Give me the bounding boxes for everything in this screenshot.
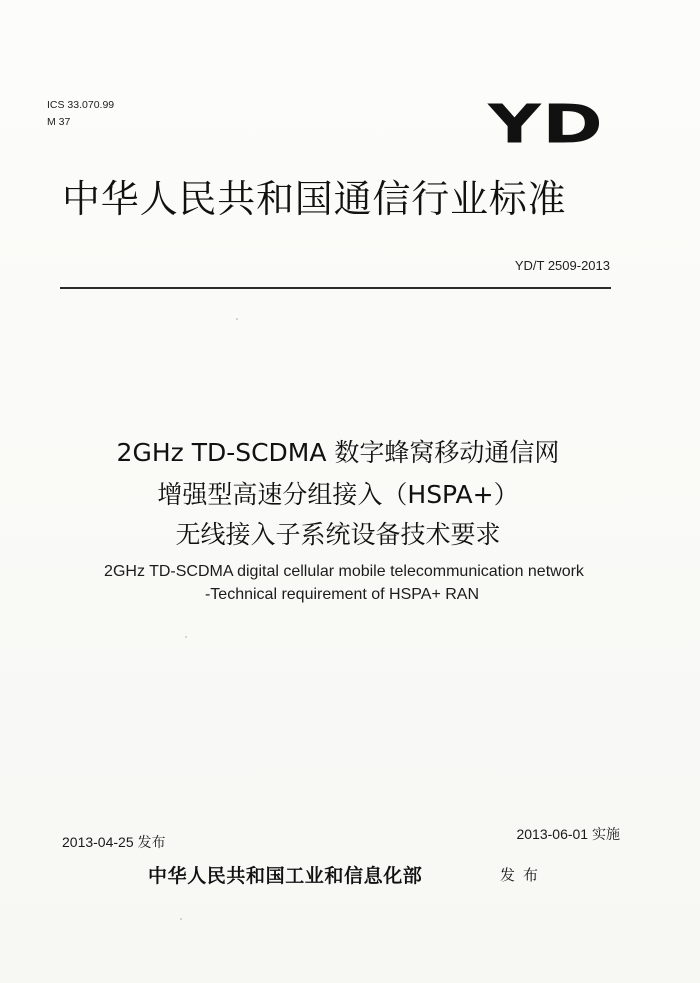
chinese-title-line-3: 无线接入子系统设备技术要求: [175, 520, 501, 549]
yd-logo: YD: [488, 92, 605, 156]
chinese-title-line-2: 增强型高速分组接入（HSPA+）: [157, 480, 519, 509]
header-divider: [60, 287, 611, 289]
m-code: M 37: [47, 116, 71, 128]
publish-label: 发布: [500, 866, 547, 884]
scan-speck: [236, 318, 238, 320]
issue-date: 2013-04-25 发布: [62, 834, 166, 850]
english-title-line-2: -Technical requirement of HSPA+ RAN: [204, 586, 480, 603]
publisher-name: 中华人民共和国工业和信息化部: [148, 865, 423, 887]
chinese-title-line-1: 2GHz TD-SCDMA 数字蜂窝移动通信网: [116, 438, 560, 467]
ics-code: ICS 33.070.99: [47, 99, 115, 111]
english-title-line-1: 2GHz TD-SCDMA digital cellular mobile telecommunication network: [104, 563, 584, 580]
standard-number: YD/T 2509-2013: [514, 258, 610, 273]
implementation-date: 2013-06-01 实施: [516, 826, 620, 842]
scan-speck: [180, 918, 182, 920]
standard-category-title: 中华人民共和国通信行业标准: [62, 177, 567, 221]
scan-speck: [185, 636, 187, 638]
